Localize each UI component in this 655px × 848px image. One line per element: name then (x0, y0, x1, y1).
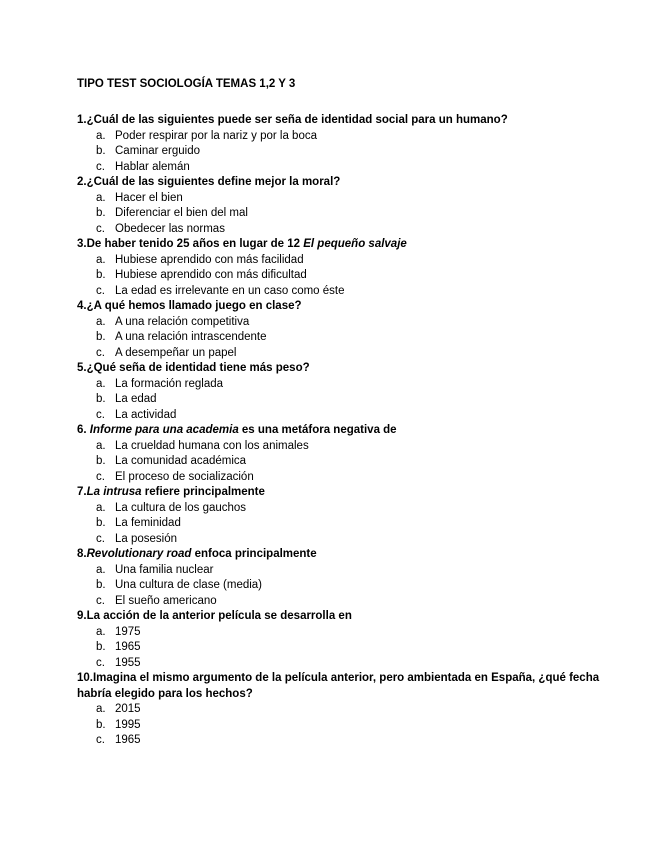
question-6 (77, 423, 637, 439)
option-text: Poder respirar por la nariz y por la boca (115, 129, 317, 142)
option-text: La crueldad humana con los animales (115, 439, 309, 452)
question-8 (77, 547, 637, 563)
answer-option (77, 408, 637, 424)
option-text: La edad (115, 393, 157, 405)
option-text: La cultura de los gauchos (115, 501, 247, 514)
question-text: 8. (77, 548, 87, 560)
answer-option (77, 160, 637, 176)
option-list (77, 439, 637, 486)
option-letter: c. (96, 470, 105, 483)
document-title: TIPO TEST SOCIOLOGÍA TEMAS 1,2 Y 3 (77, 78, 296, 90)
question-title-italic: Revolutionary road (86, 548, 192, 560)
option-text: 1965 (115, 734, 141, 746)
option-text: 2015 (115, 703, 141, 715)
option-text: El sueño americano (115, 594, 217, 607)
option-letter: a. (96, 129, 106, 142)
answer-option (77, 392, 637, 408)
option-letter: c. (96, 734, 105, 746)
option-text: Una cultura de clase (media) (115, 579, 263, 591)
answer-option (77, 470, 637, 486)
option-text: 1975 (115, 625, 141, 638)
option-text: A una relación intrascendente (115, 331, 267, 343)
question-10 (77, 671, 617, 702)
answer-option (77, 532, 637, 548)
option-letter: b. (96, 517, 106, 529)
answer-option (77, 330, 637, 346)
option-text: La feminidad (115, 517, 181, 529)
answer-option (77, 144, 637, 160)
option-list (77, 315, 637, 362)
option-text: 1955 (115, 656, 141, 669)
option-letter: c. (96, 656, 105, 669)
option-text: Hacer el bien (115, 191, 183, 204)
option-list (77, 129, 637, 176)
question-4 (77, 299, 637, 315)
option-letter: c. (96, 284, 105, 297)
answer-option (77, 563, 637, 579)
answer-option (77, 253, 637, 269)
option-text: Una familia nuclear (115, 563, 214, 576)
option-letter: c. (96, 408, 105, 421)
question-5 (77, 361, 637, 377)
option-list (77, 253, 637, 300)
answer-option (77, 191, 637, 207)
option-text: Obedecer las normas (115, 222, 225, 235)
option-letter: c. (96, 346, 105, 359)
option-letter: a. (96, 377, 106, 390)
option-letter: a. (96, 191, 106, 204)
answer-option (77, 315, 637, 331)
question-title-italic: La intrusa (86, 486, 142, 498)
question-text: 6. (77, 424, 90, 436)
option-letter: c. (96, 594, 105, 607)
answer-option (77, 284, 637, 300)
option-letter: a. (96, 563, 106, 576)
option-letter: b. (96, 641, 106, 653)
option-text: Hubiese aprendido con más dificultad (115, 269, 307, 281)
option-text: La edad es irrelevante en un caso como éste (115, 284, 345, 297)
document-page (77, 77, 637, 749)
question-title-italic: Informe para una academia (89, 424, 239, 436)
answer-option (77, 129, 637, 145)
option-text: La posesión (115, 532, 178, 545)
option-list (77, 191, 637, 238)
option-letter: b. (96, 455, 106, 467)
question-text: 2.¿Cuál de las siguientes define mejor la moral? (77, 176, 341, 188)
option-letter: c. (96, 532, 105, 545)
answer-option (77, 501, 637, 517)
answer-option (77, 578, 637, 594)
option-letter: b. (96, 579, 106, 591)
answer-option (77, 222, 637, 238)
question-text: 7. (77, 486, 87, 498)
option-letter: b. (96, 207, 106, 219)
answer-option (77, 268, 637, 284)
question-text: refiere principalmente (141, 486, 265, 498)
answer-option (77, 733, 637, 749)
option-letter: a. (96, 253, 106, 266)
answer-option (77, 516, 637, 532)
option-text: Diferenciar el bien del mal (115, 207, 248, 219)
option-list (77, 377, 637, 424)
option-letter: a. (96, 625, 106, 638)
option-letter: a. (96, 501, 106, 514)
option-text: Caminar erguido (115, 145, 201, 157)
question-text: 3.De haber tenido 25 años en lugar de 12 (77, 238, 304, 250)
answer-option (77, 206, 637, 222)
question-3 (77, 237, 637, 253)
question-text: enfoca principalmente (191, 548, 317, 560)
answer-option (77, 454, 637, 470)
answer-option (77, 718, 637, 734)
answer-option (77, 439, 637, 455)
option-text: 1995 (115, 718, 141, 731)
question-2 (77, 175, 637, 191)
question-text: 5.¿Qué seña de identidad tiene más peso? (77, 362, 310, 374)
question-text: 1.¿Cuál de las siguientes puede ser seña de identidad social para un humano? (77, 114, 508, 126)
option-list (77, 563, 637, 610)
option-text: Hubiese aprendido con más facilidad (115, 253, 304, 266)
question-7 (77, 485, 637, 501)
question-text: 10.Imagina el mismo argumento de la película anterior, pero ambientada en España, ¿qué fecha habría elegido para los hechos? (77, 672, 600, 700)
option-text: 1965 (115, 641, 141, 653)
option-letter: b. (96, 718, 106, 731)
option-letter: c. (96, 160, 105, 173)
option-list (77, 702, 637, 749)
question-text: 9.La acción de la anterior película se desarrolla en (77, 610, 352, 622)
answer-option (77, 346, 637, 362)
question-text: es una metáfora negativa de (238, 424, 397, 436)
option-text: A una relación competitiva (115, 315, 250, 328)
option-text: La comunidad académica (115, 455, 247, 467)
option-letter: b. (96, 145, 106, 157)
option-letter: a. (96, 439, 106, 452)
option-letter: b. (96, 331, 106, 343)
option-text: Hablar alemán (115, 160, 190, 173)
question-1 (77, 113, 637, 129)
option-letter: b. (96, 393, 106, 405)
question-list (77, 113, 637, 749)
answer-option (77, 377, 637, 393)
option-text: El proceso de socialización (115, 470, 254, 483)
option-letter: a. (96, 703, 106, 715)
question-9 (77, 609, 637, 625)
option-letter: b. (96, 269, 106, 281)
question-text: 4.¿A qué hemos llamado juego en clase? (77, 300, 302, 312)
option-text: A desempeñar un papel (115, 346, 237, 359)
option-list (77, 625, 637, 672)
answer-option (77, 702, 637, 718)
option-letter: c. (96, 222, 105, 235)
option-letter: a. (96, 315, 106, 328)
question-title-italic: El pequeño salvaje (303, 238, 407, 250)
answer-option (77, 625, 637, 641)
answer-option (77, 594, 637, 610)
option-text: La formación reglada (115, 377, 224, 390)
answer-option (77, 656, 637, 672)
answer-option (77, 640, 637, 656)
option-list (77, 501, 637, 548)
option-text: La actividad (115, 408, 177, 421)
